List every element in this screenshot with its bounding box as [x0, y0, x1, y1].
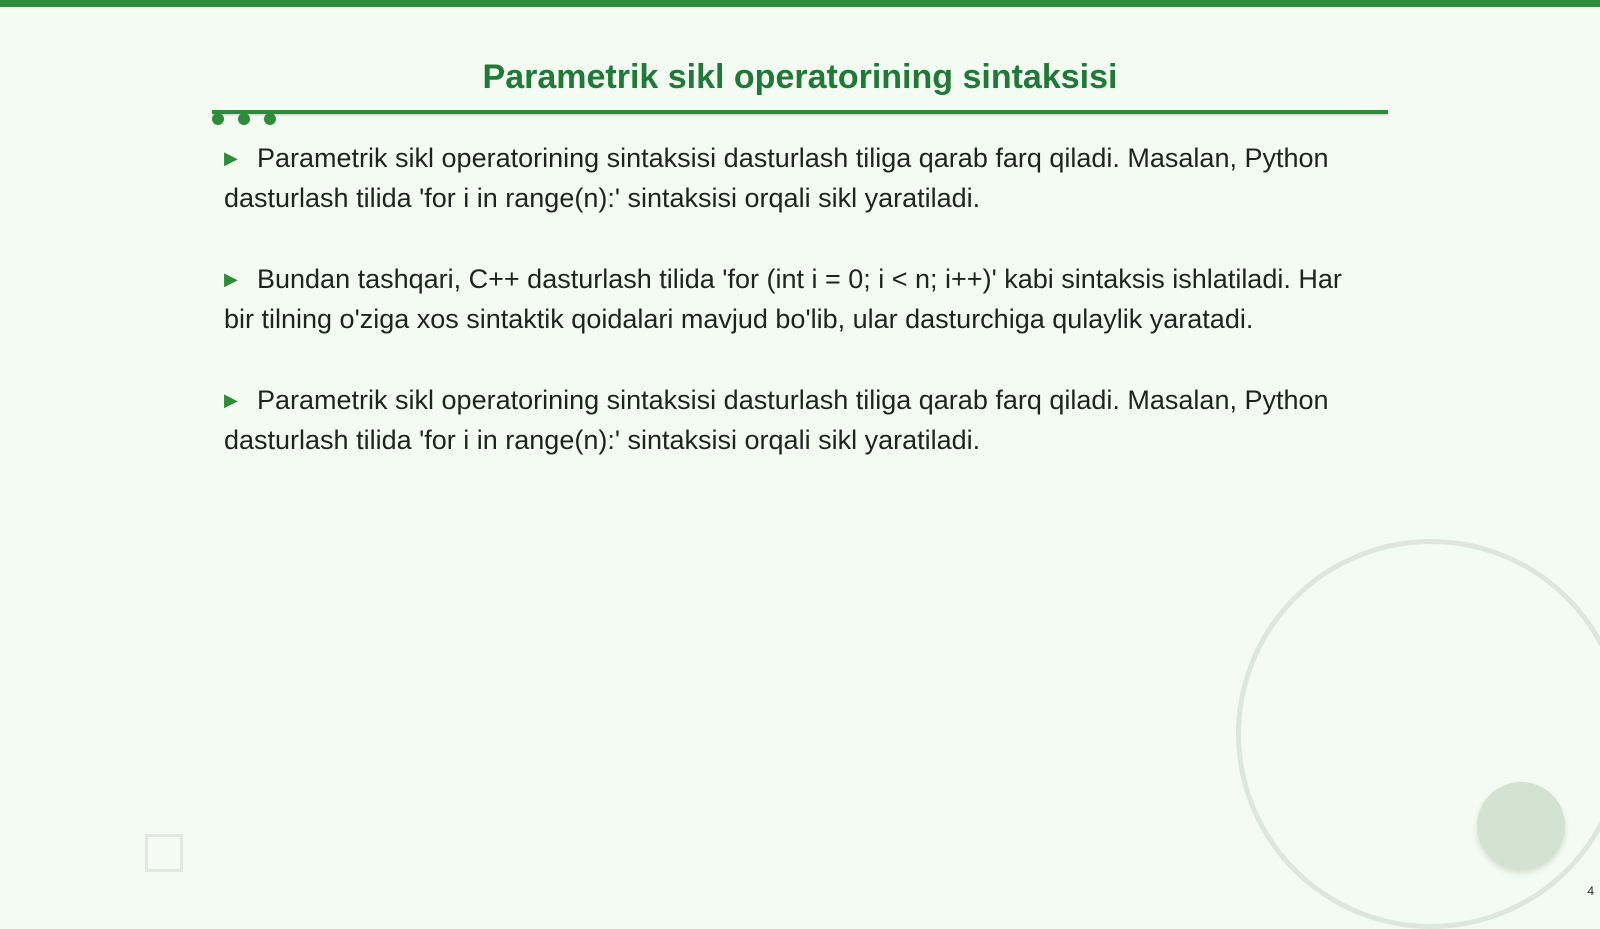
top-accent-bar — [0, 0, 1600, 7]
bullet-text: Parametrik sikl operatorining sintaksisi dasturlash tiliga qarab farq qiladi. Masalan, Python dasturlash tilida 'for i in range(n):' sintaksisi orqali sikl yaratiladi. — [224, 143, 1329, 213]
bullet-arrow-icon: ▶ — [224, 148, 238, 168]
decor-dot — [264, 113, 276, 125]
page-number: 4 — [1587, 884, 1594, 898]
bullet-arrow-icon: ▶ — [224, 390, 238, 410]
bullet-arrow-icon: ▶ — [224, 269, 238, 289]
decor-dot — [238, 113, 250, 125]
slide-title: Parametrik sikl operatorining sintaksisi — [482, 58, 1118, 96]
decor-dot — [212, 113, 224, 125]
decor-circle-filled — [1477, 782, 1565, 870]
decor-circle-outline — [1236, 539, 1600, 929]
bullet-item — [224, 259, 1376, 339]
bullet-text: Bundan tashqari, C++ dasturlash tilida 'for (int i = 0; i < n; i++)' kabi sintaksis ishlatiladi. Har bir tilning o'ziga xos sintaktik qoidalari mavjud bo'lib, ular dasturchiga qulaylik yaratadi. — [224, 264, 1342, 334]
decor-square-outline — [145, 834, 183, 872]
bullet-text: Parametrik sikl operatorining sintaksisi dasturlash tiliga qarab farq qiladi. Masalan, Python dasturlash tilida 'for i in range(n):' sintaksisi orqali sikl yaratiladi. — [224, 385, 1329, 455]
bullet-item — [224, 380, 1376, 460]
title-underline — [212, 110, 1388, 114]
bullet-item — [224, 138, 1376, 218]
bullet-list — [224, 138, 1376, 501]
